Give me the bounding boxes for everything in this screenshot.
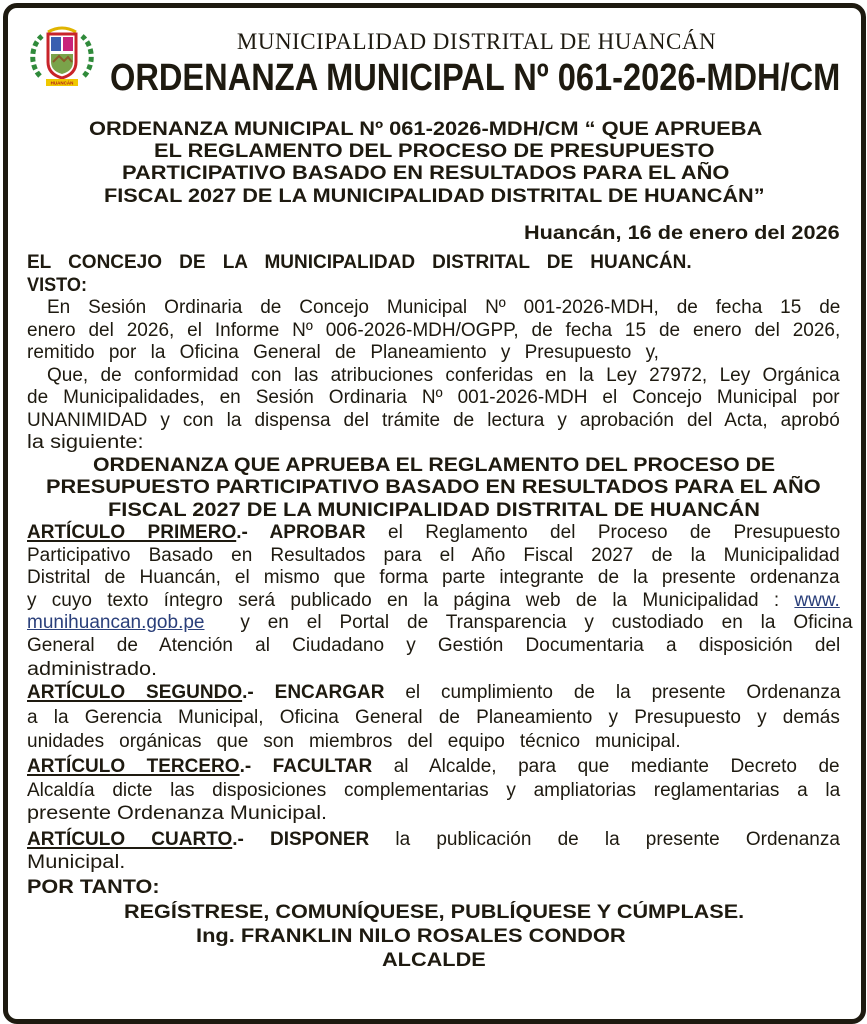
visto-label: VISTO: [27,275,87,296]
article-text: al Alcalde, para que mediante Decreto de [372,756,840,777]
que-paragraph-line: Que, de conformidad con las atribuciones conferidas en la Ley 27972, Ley Orgánica [47,365,840,386]
article-label: ARTÍCULO CUARTO [27,829,233,850]
article-text: el Reglamento del Proceso de Presupuesto [365,522,841,543]
que-paragraph-line: de Municipalidades, en Sesión Ordinaria Nº 001-2026-MDH el Concejo Municipal por [27,387,840,408]
article-text: la publicación de la presente Ordenanza [369,829,840,850]
visto-paragraph-line: En Sesión Ordinaria de Concejo Municipal Nº 001-2026-MDH, de fecha 15 de [47,297,841,318]
que-paragraph-line: UNANIMIDAD y con la dispensa del trámite de lectura y aprobación del Acta, aprobó [27,410,840,431]
article-verb: ENCARGAR [274,682,385,703]
subtitle-line: EL REGLAMENTO DEL PROCESO DE PRESUPUESTO [153,141,714,162]
article-verb: FACULTAR [272,756,373,777]
website-link[interactable]: www. [794,590,840,611]
visto-paragraph-line: remitido por la Oficina General de Planeamiento y Presupuesto y, [27,342,659,363]
document-date: Huancán, 16 de enero del 2026 [524,223,840,244]
article-verb: APROBAR [269,522,366,543]
article-tercero-line: presente Ordenanza Municipal. [27,803,328,824]
article-primero-line: General de Atención al Ciudadano y Gestión Documentaria a disposición del [27,635,841,656]
document-title: ORDENANZA MUNICIPAL Nº 061-2026-MDH/CM [110,57,841,99]
por-tanto-label: POR TANTO: [27,877,160,898]
subtitle-line: ORDENANZA MUNICIPAL Nº 061-2026-MDH/CM “ QUE APRUEBA [88,119,762,140]
article-separator: .- [236,522,270,543]
article-separator: .- [232,829,270,850]
visto-paragraph-line: enero del 2026, el Informe Nº 006-2026-MDH/OGPP, de fecha 15 de enero del 2026, [27,320,841,341]
logo-label: HUANCÁN [50,80,74,86]
ordinance-heading-line: ORDENANZA QUE APRUEBA EL REGLAMENTO DEL PROCESO DE [92,455,775,476]
article-label: ARTÍCULO TERCERO [27,756,240,777]
article-text: el cumplimiento de la presente Ordenanza [384,682,841,703]
article-primero [27,522,840,544]
que-paragraph-line: la siguiente: [27,432,144,453]
municipality-name: MUNICIPALIDAD DISTRITAL DE HUANCÁN [236,29,717,54]
article-primero-line: administrado. [27,659,158,680]
council-heading: EL CONCEJO DE LA MUNICIPALIDAD DISTRITAL DE HUANCÁN. [27,252,692,273]
article-primero-line: Participativo Basado en Resultados para el Año Fiscal 2027 de la Municipalidad [27,545,840,566]
ordinance-heading-line: PRESUPUESTO PARTICIPATIVO BASADO EN RESULTADOS PARA EL AÑO [46,477,821,498]
closing-formula: REGÍSTRESE, COMUNÍQUESE, PUBLÍQUESE Y CÚMPLASE. [123,902,744,923]
signatory-name: Ing. FRANKLIN NILO ROSALES CONDOR [195,926,626,947]
article-text: y en el Portal de Transparencia y custodiado en la Oficina [204,612,853,633]
subtitle-line: PARTICIPATIVO BASADO EN RESULTADOS PARA EL AÑO [121,163,729,184]
article-segundo-line: unidades orgánicas que son miembros del equipo técnico municipal. [27,731,681,752]
article-separator: .- [242,682,275,703]
article-verb: DISPONER [270,829,370,850]
subtitle-line: FISCAL 2027 DE LA MUNICIPALIDAD DISTRITAL DE HUANCÁN” [103,186,765,207]
article-tercero [27,756,840,778]
article-primero-line [27,590,840,612]
article-tercero-line: Alcaldía dicte las disposiciones complementarias y ampliatorias reglamentarias a la [27,780,841,801]
article-separator: .- [239,756,273,777]
article-primero-line [27,612,853,634]
article-text: y cuyo texto íntegro será publicado en la página web de la Municipalidad : [27,590,780,611]
article-cuarto-line: Municipal. [27,852,126,873]
article-segundo [27,682,840,704]
ordinance-heading-line: FISCAL 2027 DE LA MUNICIPALIDAD DISTRITAL DE HUANCÁN [107,500,760,521]
website-link[interactable]: munihuancan.gob.pe [27,612,205,633]
article-label: ARTÍCULO SEGUNDO [27,682,243,703]
article-primero-line: Distrital de Huancán, el mismo que forma parte integrante de la presente ordenanza [27,567,840,588]
article-cuarto [27,829,840,851]
article-label: ARTÍCULO PRIMERO [27,522,237,543]
signatory-title: ALCALDE [381,950,486,971]
article-segundo-line: a la Gerencia Municipal, Oficina General de Planeamiento y Presupuesto y demás [27,707,840,728]
